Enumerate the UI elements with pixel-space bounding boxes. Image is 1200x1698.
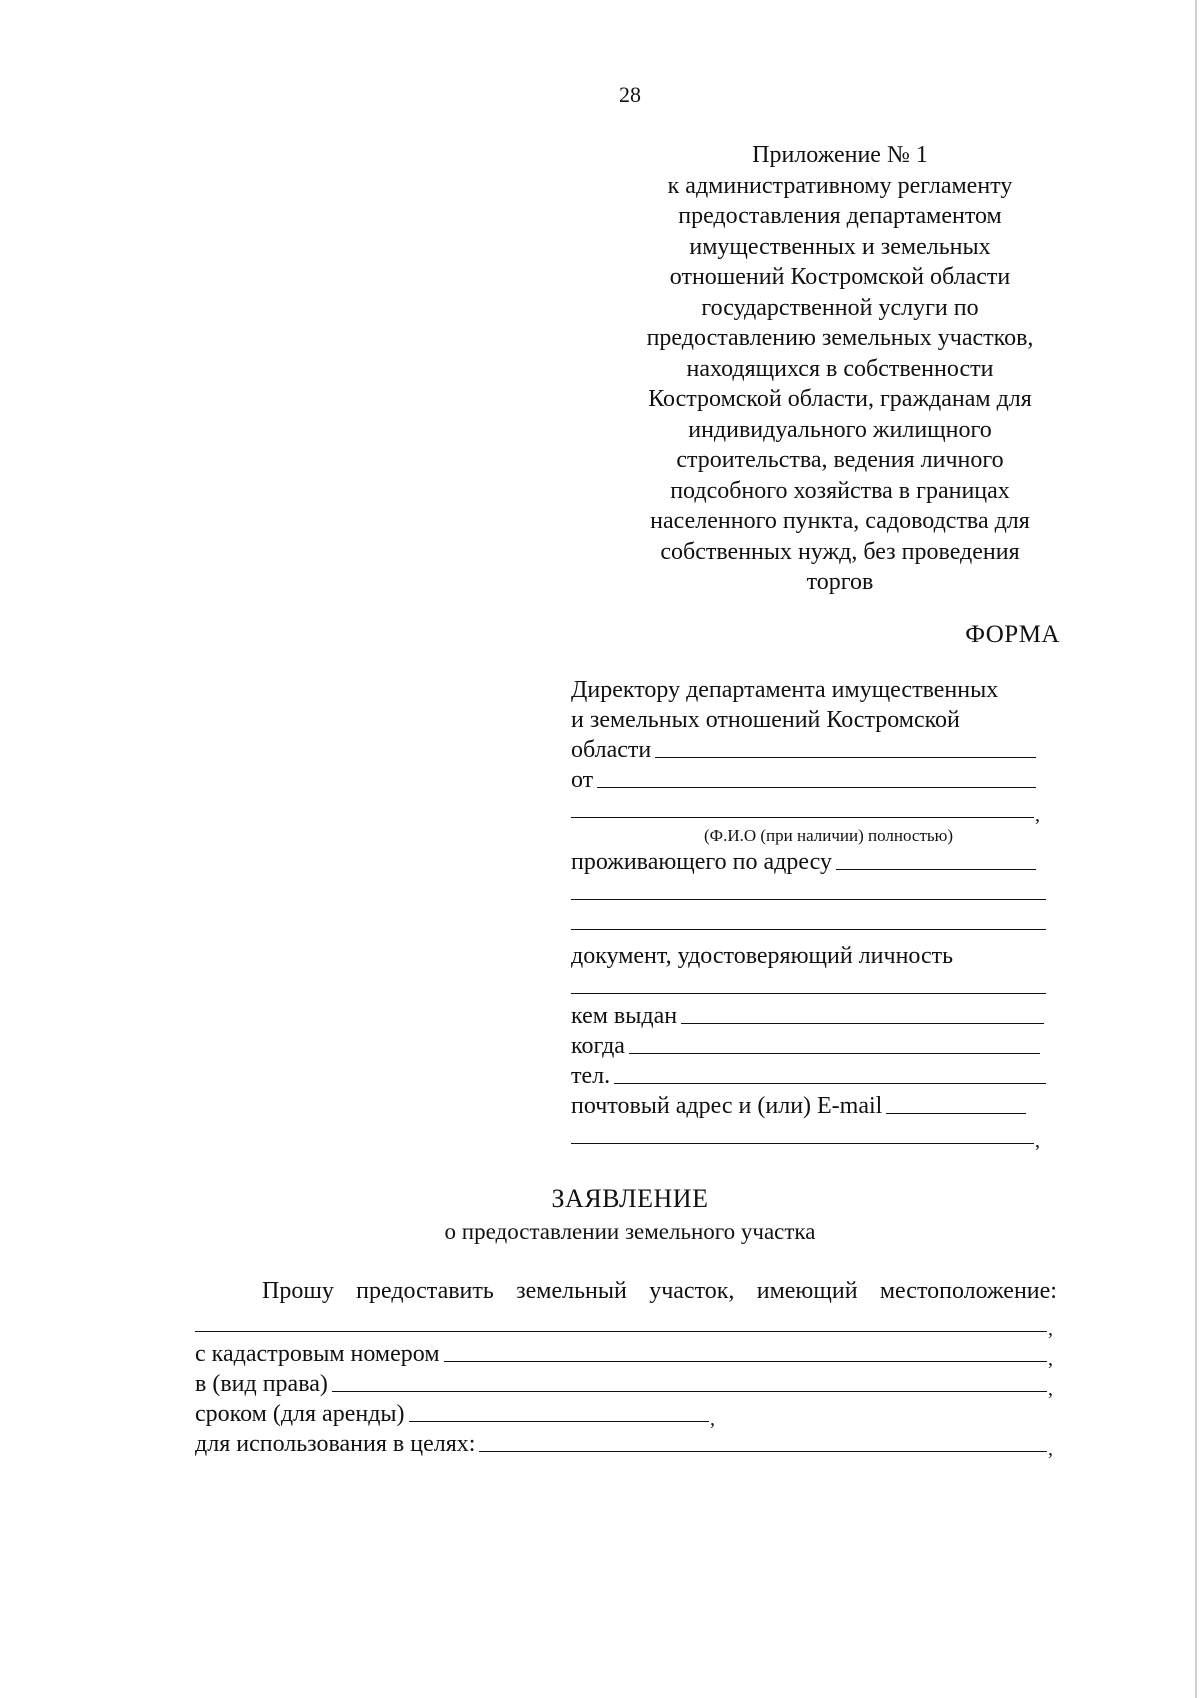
- fio-hint: (Ф.И.О (при наличии) полностью): [704, 826, 953, 845]
- comma: ,: [710, 1408, 715, 1430]
- comma: ,: [1048, 1318, 1053, 1340]
- when-field[interactable]: [629, 1053, 1040, 1054]
- appendix-header: [610, 140, 1070, 598]
- mail-row-2: [571, 1121, 1046, 1151]
- region-field[interactable]: [655, 757, 1036, 758]
- id-doc-label: документ, удостоверяющий личность: [571, 943, 954, 969]
- address-field-3[interactable]: [571, 929, 1046, 930]
- location-row: [195, 1309, 1057, 1339]
- issued-by-field[interactable]: [681, 1023, 1044, 1024]
- cadastral-field[interactable]: [444, 1361, 1048, 1362]
- from-label: от: [571, 767, 594, 793]
- request-word: земельный: [516, 1278, 627, 1304]
- appendix-line: имущественных и земельных: [689, 233, 991, 260]
- location-field[interactable]: [195, 1331, 1047, 1332]
- address-label: проживающего по адресу: [571, 849, 832, 875]
- mail-row: [571, 1091, 1046, 1121]
- phone-row: [571, 1061, 1046, 1091]
- page-number: 28: [619, 82, 641, 107]
- id-doc-row: [571, 937, 1046, 971]
- request-word: местоположение:: [879, 1278, 1057, 1304]
- appendix-line: подсобного хозяйства в границах: [670, 477, 1010, 504]
- issued-by-label: кем выдан: [571, 1003, 678, 1029]
- scan-edge: [1195, 0, 1197, 1698]
- statement-title: ЗАЯВЛЕНИЕ: [551, 1184, 709, 1213]
- right-type-label: в (вид права): [195, 1371, 328, 1397]
- purpose-row: [195, 1429, 1057, 1459]
- address-row-3: [571, 907, 1046, 937]
- appendix-line: находящихся в собственности: [686, 355, 994, 382]
- request-block: [195, 1273, 1057, 1459]
- from-row: [571, 765, 1046, 795]
- from-field[interactable]: [597, 787, 1036, 788]
- appendix-line: отношений Костромской области: [669, 264, 1011, 290]
- lease-term-label: сроком (для аренды): [195, 1401, 405, 1427]
- purpose-field[interactable]: [479, 1451, 1047, 1452]
- request-word: имеющий: [756, 1278, 858, 1304]
- appendix-line: к административному регламенту: [667, 172, 1013, 199]
- request-word: Прошу: [262, 1278, 334, 1304]
- id-doc-field-row: [571, 971, 1046, 1001]
- appendix-line: предоставления департаментом: [678, 203, 1002, 229]
- lease-term-field[interactable]: [409, 1421, 709, 1422]
- appendix-line: Костромской области, гражданам для: [648, 386, 1032, 412]
- request-word: предоставить: [356, 1278, 494, 1304]
- mail-field[interactable]: [886, 1113, 1026, 1114]
- appendix-line: предоставлению земельных участков,: [646, 325, 1034, 351]
- cadastral-label: с кадастровым номером: [195, 1341, 440, 1367]
- comma: ,: [1048, 1438, 1053, 1460]
- right-type-row: [195, 1369, 1057, 1399]
- addressee-line: [571, 705, 1046, 735]
- address-row-2: [571, 877, 1046, 907]
- comma: ,: [1048, 1378, 1053, 1400]
- mail-label: почтовый адрес и (или) E-mail: [571, 1093, 883, 1119]
- region-row: [571, 735, 1046, 765]
- when-row: [571, 1031, 1046, 1061]
- phone-field[interactable]: [614, 1083, 1046, 1084]
- right-type-field[interactable]: [332, 1391, 1047, 1392]
- when-label: когда: [571, 1033, 625, 1059]
- appendix-line: населенного пункта, садоводства для: [650, 508, 1030, 534]
- phone-label: тел.: [571, 1063, 611, 1089]
- comma: ,: [1048, 1348, 1053, 1370]
- address-field-2[interactable]: [571, 899, 1046, 900]
- request-word: участок,: [649, 1278, 735, 1304]
- appendix-line: строительства, ведения личного: [676, 447, 1004, 473]
- addressee-text: Директору департамента имущественных: [571, 677, 999, 703]
- form-label: ФОРМА: [965, 621, 1060, 648]
- address-field[interactable]: [836, 869, 1036, 870]
- appendix-line: Приложение № 1: [752, 142, 928, 168]
- addressee-block: [571, 675, 1046, 1151]
- issued-by-row: [571, 1001, 1046, 1031]
- appendix-line: торгов: [806, 569, 874, 595]
- addressee-line: [571, 675, 1046, 705]
- id-doc-field[interactable]: [571, 993, 1046, 994]
- region-label: области: [571, 737, 652, 763]
- comma: ,: [1035, 804, 1040, 826]
- purpose-label: для использования в целях:: [195, 1431, 476, 1457]
- address-row: [571, 847, 1046, 877]
- addressee-text: и земельных отношений Костромской: [571, 707, 960, 733]
- cadastral-row: [195, 1339, 1057, 1369]
- mail-field-2[interactable]: [571, 1143, 1034, 1144]
- fio-row: [571, 795, 1046, 825]
- appendix-line: индивидуального жилищного: [688, 416, 992, 443]
- comma: ,: [1035, 1130, 1040, 1152]
- appendix-line: собственных нужд, без проведения: [660, 538, 1020, 565]
- appendix-line: государственной услуги по: [701, 294, 979, 321]
- request-lead: [195, 1273, 1057, 1309]
- statement-subtitle: о предоставлении земельного участка: [444, 1219, 816, 1244]
- lease-term-row: [195, 1399, 1057, 1429]
- fio-field[interactable]: [571, 817, 1034, 818]
